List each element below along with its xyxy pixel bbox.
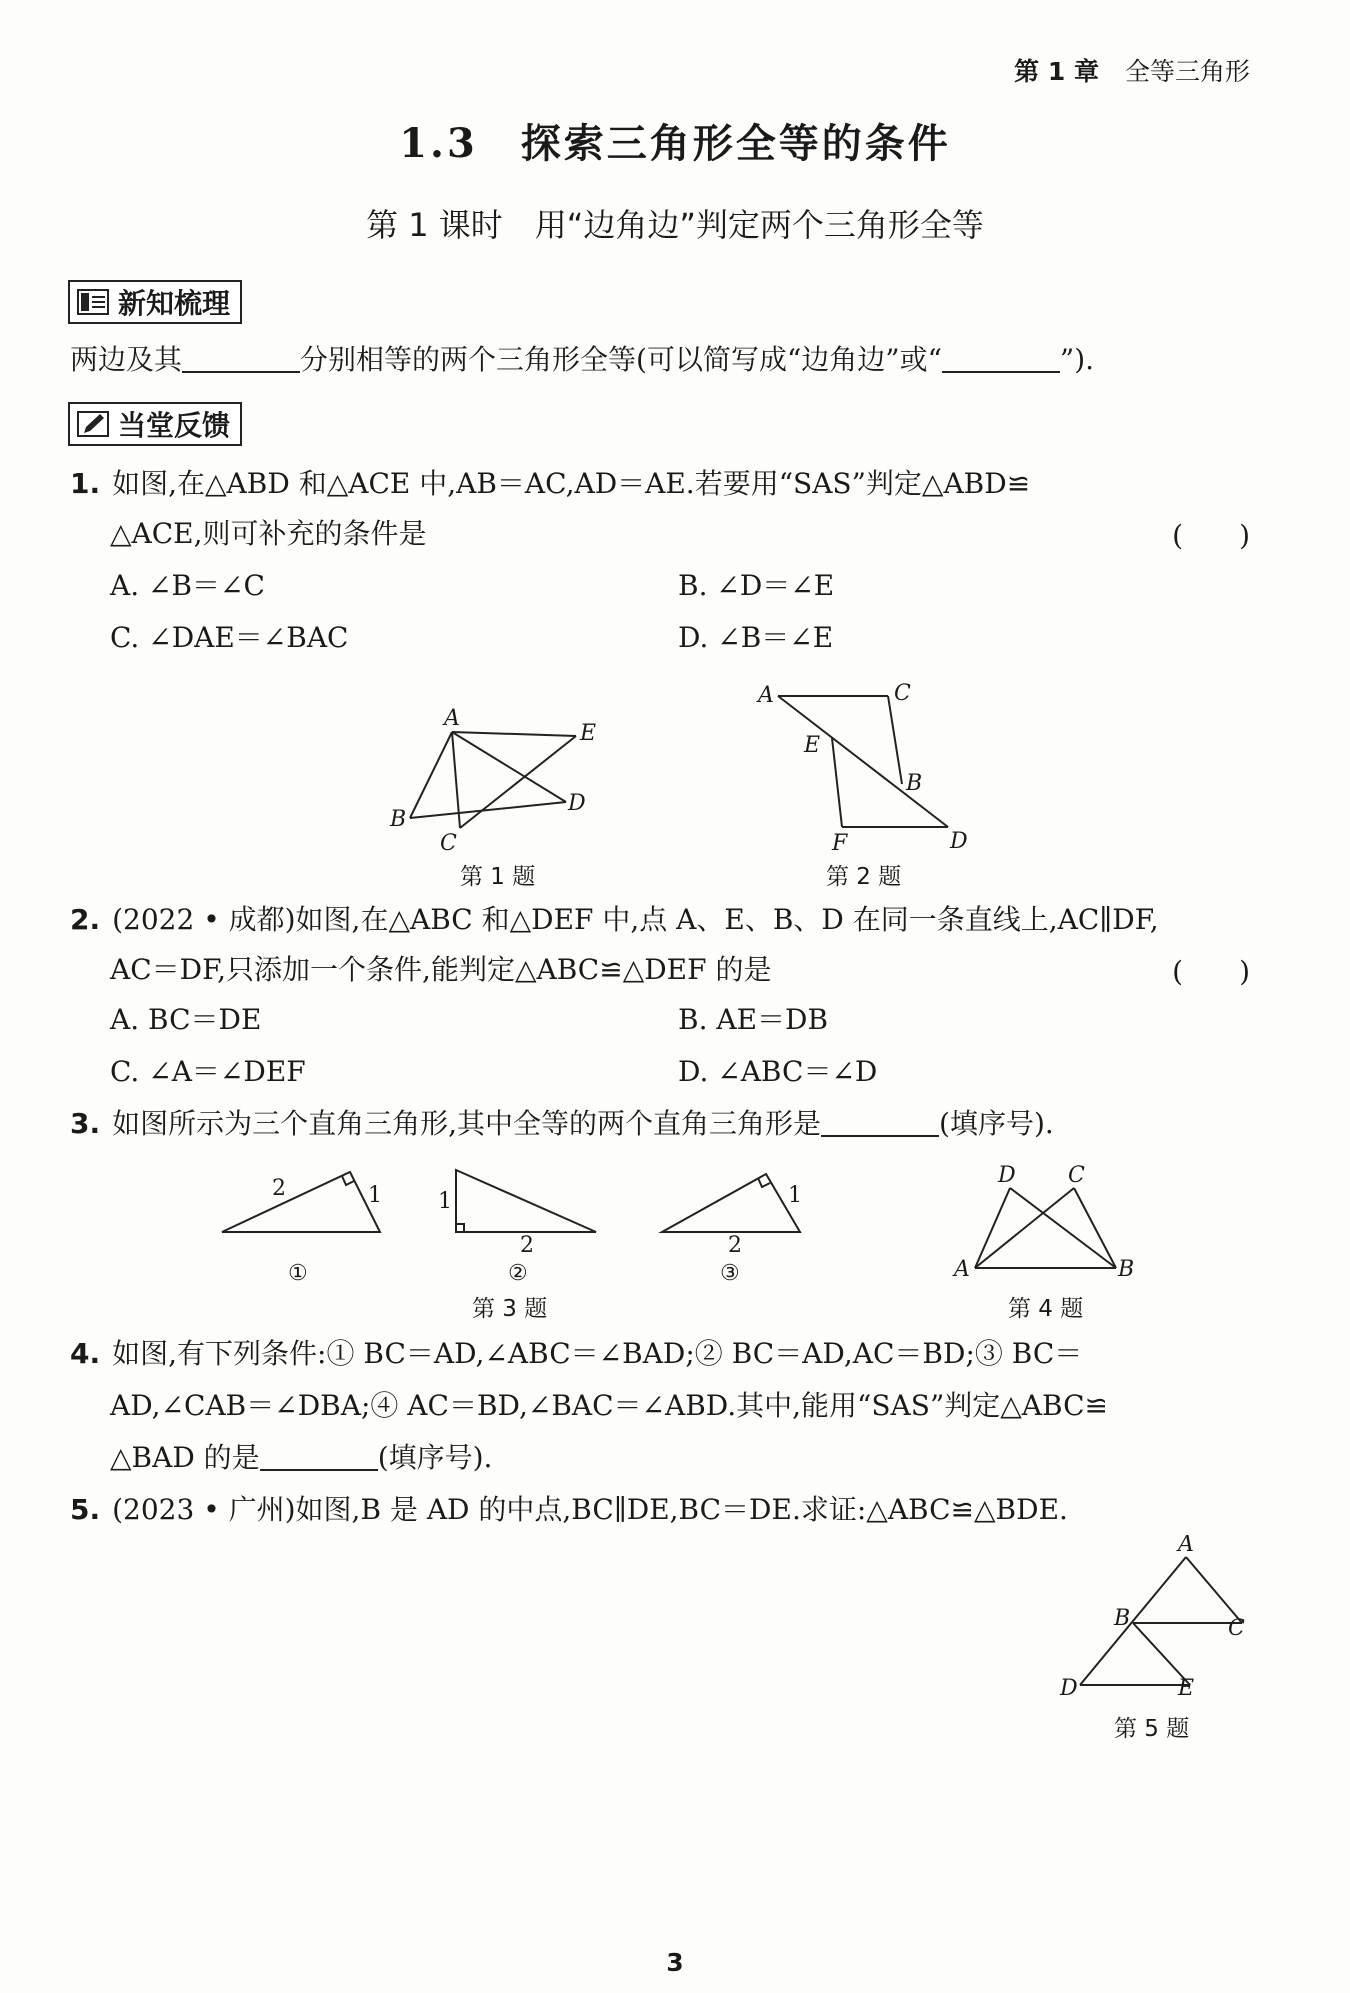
svg-text:2: 2 <box>728 1233 742 1258</box>
answer-blank[interactable] <box>942 341 1060 373</box>
chapter-number: 第 1 章 <box>1014 57 1099 86</box>
figure-1-caption: 第 1 题 <box>460 864 536 890</box>
triangle-3-label: ③ <box>720 1261 740 1286</box>
answer-blank[interactable] <box>182 341 300 373</box>
svg-text:2: 2 <box>520 1233 534 1258</box>
label-b: B <box>1114 1606 1131 1631</box>
svg-text:1: 1 <box>368 1183 382 1208</box>
option-a[interactable]: A. ∠B＝∠C <box>110 569 265 602</box>
svg-text:2: 2 <box>272 1176 286 1201</box>
book-icon <box>76 287 110 317</box>
question-1-line2: △ACE,则可补充的条件是 <box>110 517 427 550</box>
option-b[interactable]: B. AE＝DB <box>678 1003 829 1036</box>
answer-blank[interactable] <box>821 1105 939 1137</box>
svg-text:1: 1 <box>438 1189 452 1214</box>
label-c: C <box>894 681 911 706</box>
question-4: 4. 如图,有下列条件:① BC＝AD,∠ABC＝∠BAD;② BC＝AD,AC＝BD;③ BC＝ <box>70 1337 1083 1370</box>
question-2-line2: AC＝DF,只添加一个条件,能判定△ABC≌△DEF 的是 <box>110 953 772 986</box>
label-c: C <box>1228 1616 1245 1641</box>
page-number: 3 <box>666 1948 684 1977</box>
answer-blank[interactable] <box>260 1439 378 1471</box>
option-b[interactable]: B. ∠D＝∠E <box>678 569 835 602</box>
question-4-line2: AD,∠CAB＝∠DBA;④ AC＝BD,∠BAC＝∠ABD.其中,能用“SAS”判定△ABC≌ <box>110 1389 1109 1422</box>
label-a: A <box>954 1257 970 1282</box>
label-b: B <box>906 771 923 796</box>
question-4-line3: △BAD 的是 (填序号). <box>110 1441 493 1474</box>
label-e: E <box>580 721 597 746</box>
figure-3-caption: 第 3 题 <box>472 1296 548 1322</box>
label-c: C <box>440 831 457 856</box>
triangle-2-label: ② <box>508 1261 528 1286</box>
answer-paren[interactable]: ( ) <box>1172 955 1250 988</box>
label-e: E <box>804 733 821 758</box>
label-f: F <box>832 831 848 852</box>
figure-2 <box>750 672 990 852</box>
option-d[interactable]: D. ∠B＝∠E <box>678 621 834 654</box>
label-d: D <box>1060 1676 1078 1701</box>
lesson-subtitle: 第 1 课时 用“边角边”判定两个三角形全等 <box>366 206 984 244</box>
chapter-header <box>1014 52 1250 88</box>
label-d: D <box>950 829 968 852</box>
figure-5-caption: 第 5 题 <box>1114 1716 1190 1742</box>
question-5: 5. (2023 • 广州)如图,B 是 AD 的中点,BC∥DE,BC＝DE.求证:△ABC≌△BDE. <box>70 1493 1068 1526</box>
question-2: 2. (2022 • 成都)如图,在△ABC 和△DEF 中,点 A、E、B、D 在同一条直线上,AC∥DF, <box>70 903 1159 936</box>
answer-paren[interactable]: ( ) <box>1172 519 1250 552</box>
svg-text:1: 1 <box>788 1183 802 1208</box>
option-a[interactable]: A. BC＝DE <box>110 1003 262 1036</box>
section-title: 1.3 探索三角形全等的条件 <box>399 120 951 167</box>
option-c[interactable]: C. ∠A＝∠DEF <box>110 1055 306 1088</box>
option-d[interactable]: D. ∠ABC＝∠D <box>678 1055 878 1088</box>
question-1: 1. 如图,在△ABD 和△ACE 中,AB＝AC,AD＝AE.若要用“SAS”判定△ABD≌ <box>70 467 1031 500</box>
figure-1 <box>380 700 640 860</box>
section-label-feedback: 当堂反馈 <box>68 402 242 446</box>
question-3: 3. 如图所示为三个直角三角形,其中全等的两个直角三角形是 (填序号). <box>70 1107 1054 1140</box>
label-b: B <box>390 807 407 832</box>
figure-4 <box>950 1160 1150 1290</box>
figure-4-caption: 第 4 题 <box>1008 1296 1084 1322</box>
figure-5 <box>1050 1535 1250 1715</box>
pencil-icon <box>76 409 110 439</box>
label-b: B <box>1118 1257 1135 1282</box>
figure-2-caption: 第 2 题 <box>826 864 902 890</box>
label-a: A <box>758 683 774 708</box>
chapter-title: 全等三角形 <box>1124 57 1250 86</box>
label-c: C <box>1068 1163 1085 1188</box>
label-d: D <box>998 1163 1016 1188</box>
intro-line: 两边及其 分别相等的两个三角形全等(可以简写成“边角边”或“ ”). <box>70 343 1095 376</box>
label-a: A <box>444 706 460 731</box>
triangle-1-label: ① <box>288 1261 308 1286</box>
option-c[interactable]: C. ∠DAE＝∠BAC <box>110 621 349 654</box>
label-d: D <box>568 791 586 816</box>
label-e: E <box>1178 1676 1195 1701</box>
label-a: A <box>1178 1535 1194 1557</box>
figure-3 <box>210 1160 830 1290</box>
section-label-new: 新知梳理 <box>68 280 242 324</box>
